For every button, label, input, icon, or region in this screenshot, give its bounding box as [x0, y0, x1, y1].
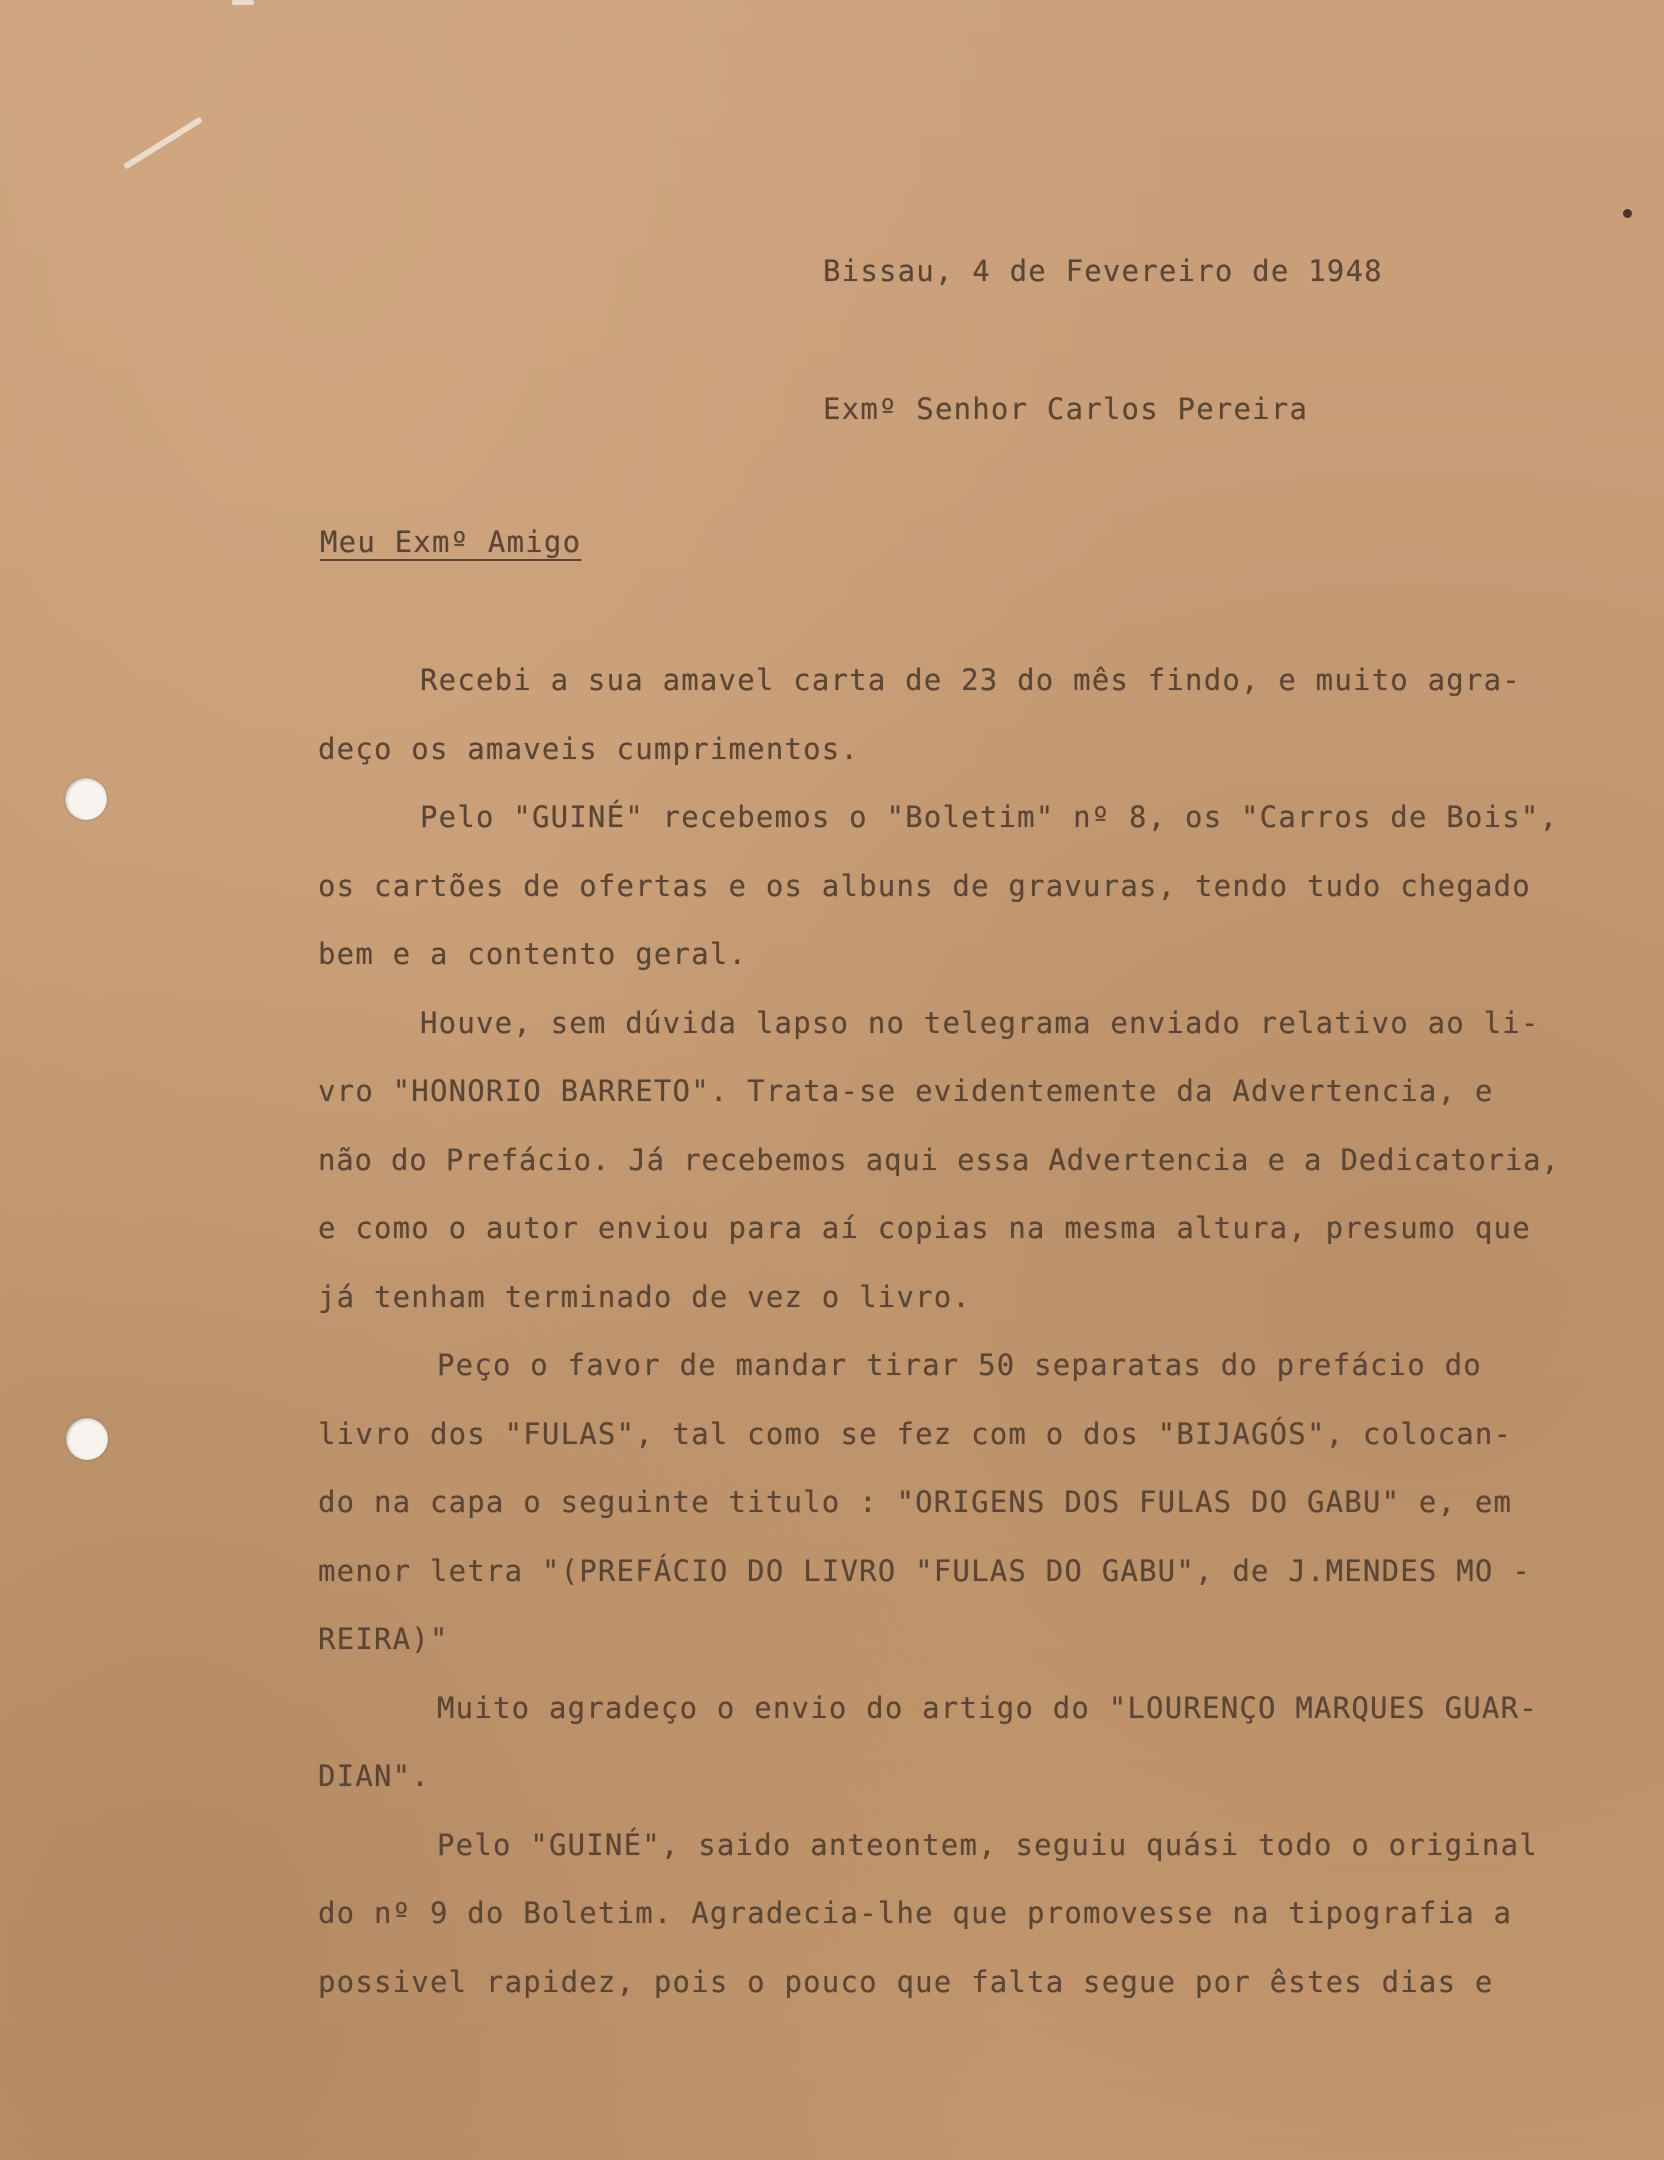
body-line: Houve, sem dúvida lapso no telegrama enviado relativo ao li-	[420, 1006, 1540, 1040]
date-line: Bissau, 4 de Fevereiro de 1948	[823, 254, 1383, 288]
body-line: Muito agradeço o envio do artigo do "LOURENÇO MARQUES GUAR-	[437, 1691, 1538, 1725]
body-line: Pelo "GUINÉ" recebemos o "Boletim" nº 8, os "Carros de Bois",	[420, 800, 1559, 834]
body-line: livro dos "FULAS", tal como se fez com o dos "BIJAGÓS", colocan-	[318, 1417, 1513, 1451]
body-line: vro "HONORIO BARRETO". Trata-se evidentemente da Advertencia, e	[318, 1074, 1494, 1108]
ink-dot	[1623, 209, 1632, 218]
body-line: bem e a contento geral.	[318, 937, 748, 971]
paper-tear-mark	[123, 117, 203, 170]
body-line: os cartões de ofertas e os albuns de gravuras, tendo tudo chegado	[318, 869, 1531, 903]
salutation: Meu Exmº Amigo	[320, 525, 582, 559]
body-line: Pelo "GUINÉ", saido anteontem, seguiu quási todo o original	[437, 1828, 1538, 1862]
punch-hole-lower	[66, 1418, 108, 1460]
body-line: deço os amaveis cumprimentos.	[318, 732, 860, 766]
body-line: do na capa o seguinte titulo : "ORIGENS DOS FULAS DO GABU" e, em	[318, 1485, 1513, 1519]
body-line: DIAN".	[318, 1759, 430, 1793]
body-line: REIRA)"	[318, 1622, 449, 1656]
body-line: do nº 9 do Boletim. Agradecia-lhe que promovesse na tipografia a	[318, 1896, 1513, 1930]
body-line: e como o autor enviou para aí copias na mesma altura, presumo que	[318, 1211, 1531, 1245]
body-line: Peço o favor de mandar tirar 50 separatas do prefácio do	[437, 1348, 1482, 1382]
body-line: menor letra "(PREFÁCIO DO LIVRO "FULAS DO GABU", de J.MENDES MO -	[318, 1554, 1531, 1588]
body-line: Recebi a sua amavel carta de 23 do mês findo, e muito agra-	[420, 663, 1521, 697]
body-line: já tenham terminado de vez o livro.	[318, 1280, 972, 1314]
paper-edge-mark	[232, 0, 254, 5]
body-line: não do Prefácio. Já recebemos aqui essa Advertencia e a Dedicatoria,	[318, 1143, 1560, 1177]
punch-hole-upper	[65, 778, 107, 820]
recipient-line: Exmº Senhor Carlos Pereira	[823, 392, 1309, 426]
body-line: possivel rapidez, pois o pouco que falta segue por êstes dias e	[318, 1965, 1494, 1999]
